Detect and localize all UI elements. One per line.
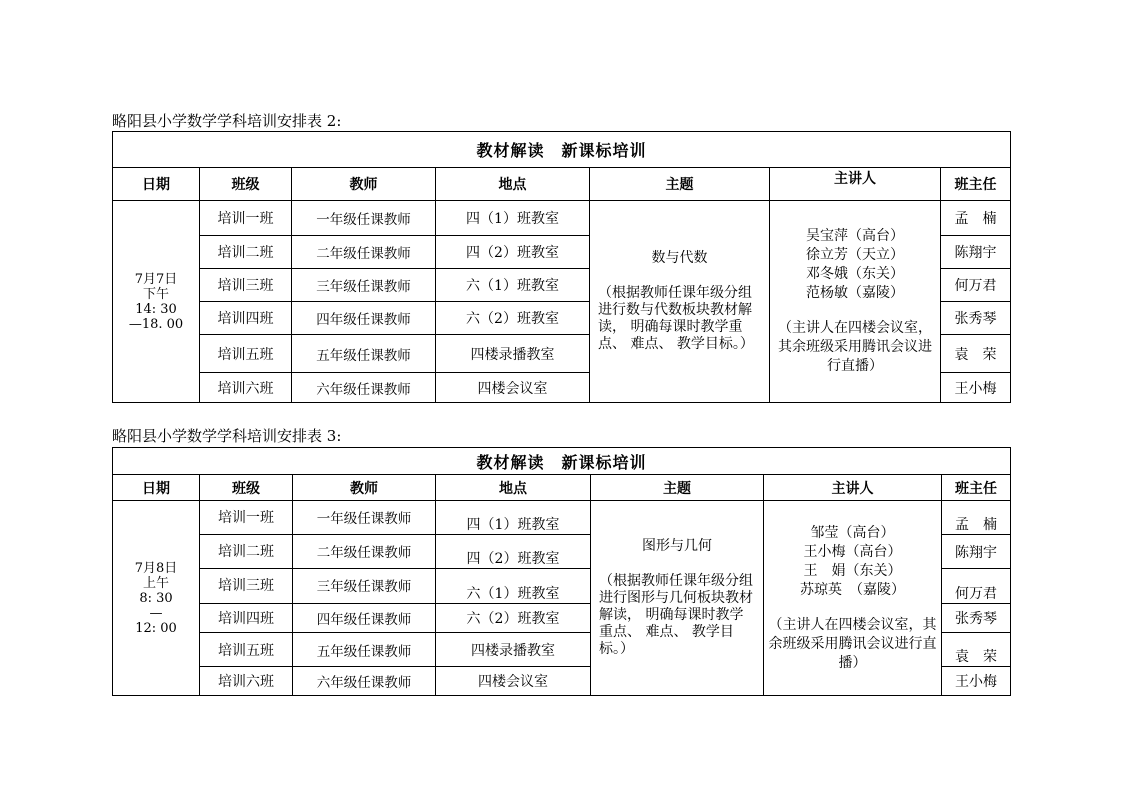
speaker-cell: 吴宝萍（高台） 徐立芳（天立） 邓冬娥（东关） 范杨敏（嘉陵） （主讲人在四楼会议室，其余班级采用腾讯会议进行直播） xyxy=(770,201,941,403)
speaker-note: （主讲人在四楼会议室，其余班级采用腾讯会议进行直播） xyxy=(768,616,937,671)
speaker-cell: 邹莹（高台） 王小梅（高台） 王 娟（东关） 苏琼英 （嘉陵） （主讲人在四楼会议室，其余班级采用腾讯会议进行直播） xyxy=(764,501,942,696)
class-cell: 培训二班 xyxy=(200,535,293,569)
header-theme: 主题 xyxy=(591,475,764,501)
header-class: 班级 xyxy=(200,168,292,201)
class-cell: 培训六班 xyxy=(200,667,293,696)
head-teacher-cell: 何万君 xyxy=(942,569,1011,604)
head-teacher-cell: 孟 楠 xyxy=(942,501,1011,535)
header-head-teacher: 班主任 xyxy=(941,168,1011,201)
header-date: 日期 xyxy=(113,475,200,501)
class-cell: 培训六班 xyxy=(200,373,292,403)
header-head-teacher: 班主任 xyxy=(942,475,1011,501)
table-banner: 教材解读 新课标培训 xyxy=(113,448,1011,475)
class-cell: 培训一班 xyxy=(200,501,293,535)
teacher-cell: 三年级任课教师 xyxy=(292,269,436,302)
head-teacher-cell: 袁 荣 xyxy=(941,335,1011,373)
theme-cell xyxy=(590,201,770,403)
head-teacher-cell: 何万君 xyxy=(941,269,1011,302)
schedule-table xyxy=(112,131,1011,403)
theme-description: （根据教师任课年级分组进行数与代数板块教材解读， 明确每课时教学重点、 难点、 教学目标。） xyxy=(598,285,754,352)
teacher-cell: 四年级任课教师 xyxy=(292,302,436,335)
location-cell: 四楼会议室 xyxy=(436,373,590,403)
header-speaker: 主讲人 xyxy=(770,168,941,201)
location-cell: 四楼录播教室 xyxy=(436,335,590,373)
date-cell: 7月8日 上午 8: 30 — 12: 00 xyxy=(113,501,200,696)
location-cell: 四（2）班教室 xyxy=(436,535,591,569)
location-cell: 六（2）班教室 xyxy=(436,302,590,335)
head-teacher-cell: 张秀琴 xyxy=(942,604,1011,633)
theme-cell xyxy=(591,501,764,696)
location-cell: 六（2）班教室 xyxy=(436,604,591,633)
class-cell: 培训四班 xyxy=(200,302,292,335)
header-teacher: 教师 xyxy=(293,475,436,501)
location-cell: 六（1）班教室 xyxy=(436,569,591,604)
table-banner: 教材解读 新课标培训 xyxy=(113,132,1011,168)
location-cell: 六（1）班教室 xyxy=(436,269,590,302)
head-teacher-cell: 陈翔宇 xyxy=(942,535,1011,569)
class-cell: 培训二班 xyxy=(200,236,292,269)
head-teacher-cell: 陈翔宇 xyxy=(941,236,1011,269)
class-cell: 培训一班 xyxy=(200,201,292,236)
teacher-cell: 六年级任课教师 xyxy=(292,373,436,403)
class-cell: 培训五班 xyxy=(200,633,293,667)
class-cell: 培训四班 xyxy=(200,604,293,633)
teacher-cell: 二年级任课教师 xyxy=(293,535,436,569)
class-cell: 培训五班 xyxy=(200,335,292,373)
location-cell: 四楼录播教室 xyxy=(436,633,591,667)
teacher-cell: 六年级任课教师 xyxy=(293,667,436,696)
schedule-heading: 略阳县小学数学学科培训安排表 3: xyxy=(112,427,342,445)
header-date: 日期 xyxy=(113,168,200,201)
teacher-cell: 三年级任课教师 xyxy=(293,569,436,604)
header-class: 班级 xyxy=(200,475,293,501)
head-teacher-cell: 王小梅 xyxy=(942,667,1011,696)
teacher-cell: 一年级任课教师 xyxy=(292,201,436,236)
table-row xyxy=(113,201,1011,236)
schedule-table xyxy=(112,447,1011,696)
teacher-cell: 五年级任课教师 xyxy=(292,335,436,373)
head-teacher-cell: 王小梅 xyxy=(941,373,1011,403)
header-location: 地点 xyxy=(436,168,590,201)
location-cell: 四（1）班教室 xyxy=(436,501,591,535)
class-cell: 培训三班 xyxy=(200,569,293,604)
header-location: 地点 xyxy=(436,475,591,501)
date-cell: 7月7日 下午 14: 30 —18. 00 xyxy=(113,201,200,403)
theme-title: 图形与几何 xyxy=(642,538,712,554)
location-cell: 四楼会议室 xyxy=(436,667,591,696)
class-cell: 培训三班 xyxy=(200,269,292,302)
head-teacher-cell: 张秀琴 xyxy=(941,302,1011,335)
header-teacher: 教师 xyxy=(292,168,436,201)
location-cell: 四（2）班教室 xyxy=(436,236,590,269)
teacher-cell: 一年级任课教师 xyxy=(293,501,436,535)
teacher-cell: 四年级任课教师 xyxy=(293,604,436,633)
head-teacher-cell: 袁 荣 xyxy=(942,633,1011,667)
speaker-note: （主讲人在四楼会议室，其余班级采用腾讯会议进行直播） xyxy=(778,320,932,374)
teacher-cell: 二年级任课教师 xyxy=(292,236,436,269)
teacher-cell: 五年级任课教师 xyxy=(293,633,436,667)
header-theme: 主题 xyxy=(590,168,770,201)
schedule-heading: 略阳县小学数学学科培训安排表 2: xyxy=(112,112,342,130)
theme-description: （根据教师任课年级分组进行图形与几何板块教材解读， 明确每课时教学重点、 难点、 教学目标。） xyxy=(599,573,753,657)
theme-title: 数与代数 xyxy=(651,250,708,266)
location-cell: 四（1）班教室 xyxy=(436,201,590,236)
header-speaker: 主讲人 xyxy=(764,475,942,501)
table-row xyxy=(113,501,1011,535)
head-teacher-cell: 孟 楠 xyxy=(941,201,1011,236)
